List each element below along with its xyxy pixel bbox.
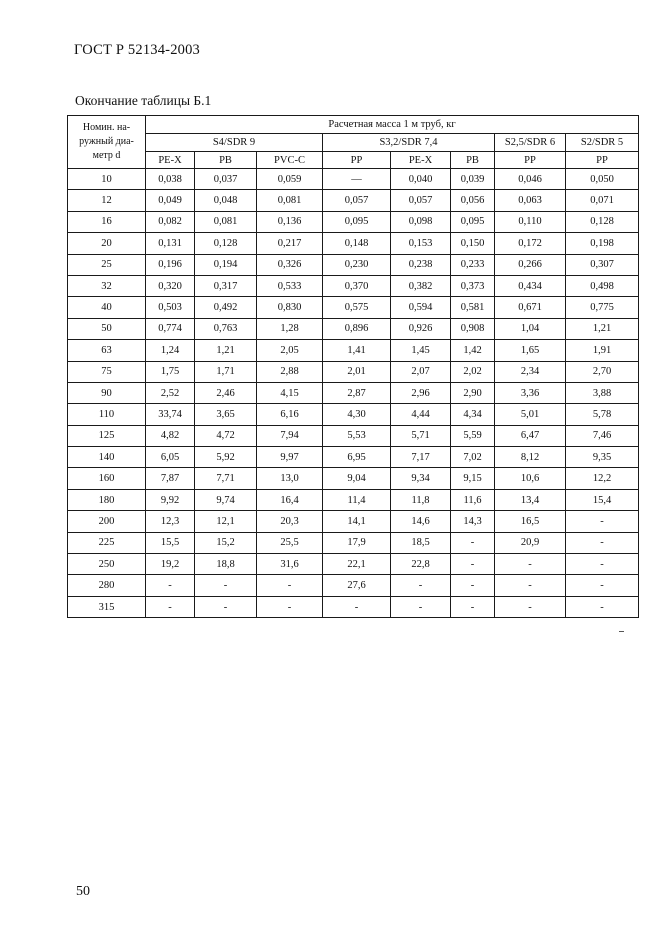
mass-cell: 0,233 — [451, 254, 495, 275]
mass-cell: 9,34 — [391, 468, 451, 489]
mass-cell: 2,90 — [451, 382, 495, 403]
mass-cell: 0,671 — [495, 297, 566, 318]
mass-cell: 2,34 — [495, 361, 566, 382]
mass-cell: 0,095 — [323, 211, 391, 232]
mass-cell: 7,71 — [195, 468, 257, 489]
mass-cell: 16,4 — [257, 489, 323, 510]
material-header: PP — [495, 152, 566, 169]
mass-cell: 7,87 — [146, 468, 195, 489]
mass-cell: 4,82 — [146, 425, 195, 446]
mass-cell: 14,1 — [323, 511, 391, 532]
mass-cell: 0,503 — [146, 297, 195, 318]
mass-cell: - — [391, 575, 451, 596]
mass-cell: 1,65 — [495, 340, 566, 361]
mass-cell: 0,196 — [146, 254, 195, 275]
mass-cell: 5,53 — [323, 425, 391, 446]
table-row — [68, 297, 639, 318]
mass-cell: 9,92 — [146, 489, 195, 510]
mass-cell: 0,373 — [451, 275, 495, 296]
mass-cell: 16,5 — [495, 511, 566, 532]
mass-cell: 0,382 — [391, 275, 451, 296]
diameter-cell: 315 — [68, 596, 146, 617]
mass-cell: 6,05 — [146, 447, 195, 468]
mass-cell: - — [495, 575, 566, 596]
mass-cell: 3,36 — [495, 382, 566, 403]
mass-cell: 27,6 — [323, 575, 391, 596]
mass-cell: - — [495, 554, 566, 575]
nominal-diameter-header: Номин. на-ружный диа-метр d — [68, 116, 146, 169]
material-header: PVC-C — [257, 152, 323, 169]
mass-cell: 0,307 — [566, 254, 639, 275]
mass-cell: 5,71 — [391, 425, 451, 446]
diameter-cell: 280 — [68, 575, 146, 596]
mass-cell: 0,081 — [257, 190, 323, 211]
mass-cell: 4,44 — [391, 404, 451, 425]
mass-cell: 0,198 — [566, 233, 639, 254]
mass-cell: 0,136 — [257, 211, 323, 232]
mass-cell: 4,34 — [451, 404, 495, 425]
mass-cell: 0,763 — [195, 318, 257, 339]
mass-cell: 9,04 — [323, 468, 391, 489]
mass-cell: 0,048 — [195, 190, 257, 211]
mass-cell: 0,172 — [495, 233, 566, 254]
material-header: PB — [195, 152, 257, 169]
mass-cell: 0,040 — [391, 169, 451, 190]
mass-cell: 33,74 — [146, 404, 195, 425]
mass-cell: 1,21 — [566, 318, 639, 339]
mass-cell: - — [257, 596, 323, 617]
mass-cell: 9,35 — [566, 447, 639, 468]
mass-cell: 2,07 — [391, 361, 451, 382]
mass-cell: 2,02 — [451, 361, 495, 382]
scan-mark — [619, 631, 624, 632]
mass-cell: 2,70 — [566, 361, 639, 382]
group-header-s2-5: S2,5/SDR 6 — [495, 134, 566, 152]
mass-cell: - — [451, 575, 495, 596]
mass-cell: 2,96 — [391, 382, 451, 403]
mass-cell: 11,6 — [451, 489, 495, 510]
mass-cell: 0,128 — [195, 233, 257, 254]
mass-cell: 1,28 — [257, 318, 323, 339]
mass-cell: 0,095 — [451, 211, 495, 232]
table-row — [68, 318, 639, 339]
group-header-s2: S2/SDR 5 — [566, 134, 639, 152]
mass-cell: 0,037 — [195, 169, 257, 190]
mass-cell: - — [146, 596, 195, 617]
mass-cell: 0,266 — [495, 254, 566, 275]
mass-cell: 15,5 — [146, 532, 195, 553]
page-number: 50 — [76, 884, 90, 899]
mass-cell: - — [195, 596, 257, 617]
table-row — [68, 447, 639, 468]
mass-cell: 25,5 — [257, 532, 323, 553]
diameter-cell: 125 — [68, 425, 146, 446]
mass-cell: 1,75 — [146, 361, 195, 382]
table-row — [68, 169, 639, 190]
mass-cell: - — [257, 575, 323, 596]
mass-cell: 7,94 — [257, 425, 323, 446]
mass-cell: 5,01 — [495, 404, 566, 425]
mass-cell: - — [566, 575, 639, 596]
table-row — [68, 404, 639, 425]
mass-cell: 0,046 — [495, 169, 566, 190]
mass-cell: 0,098 — [391, 211, 451, 232]
mass-cell: 4,15 — [257, 382, 323, 403]
group-header-s3-2: S3,2/SDR 7,4 — [323, 134, 495, 152]
mass-cell: 2,87 — [323, 382, 391, 403]
mass-cell: 0,057 — [323, 190, 391, 211]
mass-cell: 0,059 — [257, 169, 323, 190]
diameter-cell: 250 — [68, 554, 146, 575]
mass-cell: 31,6 — [257, 554, 323, 575]
table-row — [68, 532, 639, 553]
mass-cell: 14,3 — [451, 511, 495, 532]
mass-cell: 1,21 — [195, 340, 257, 361]
diameter-cell: 110 — [68, 404, 146, 425]
mass-cell: 6,16 — [257, 404, 323, 425]
mass-cell: 22,1 — [323, 554, 391, 575]
diameter-cell: 140 — [68, 447, 146, 468]
material-header: PP — [566, 152, 639, 169]
table-row — [68, 361, 639, 382]
table-row — [68, 489, 639, 510]
mass-cell: 0,194 — [195, 254, 257, 275]
mass-cell: 0,317 — [195, 275, 257, 296]
mass-cell: 0,081 — [195, 211, 257, 232]
mass-cell: 1,04 — [495, 318, 566, 339]
table-body — [68, 169, 639, 618]
material-header: PB — [451, 152, 495, 169]
mass-cell: 11,4 — [323, 489, 391, 510]
mass-cell: - — [451, 554, 495, 575]
mass-cell: 0,498 — [566, 275, 639, 296]
mass-cell: 0,038 — [146, 169, 195, 190]
table-row — [68, 425, 639, 446]
mass-cell: 7,02 — [451, 447, 495, 468]
table-row — [68, 254, 639, 275]
mass-cell: — — [323, 169, 391, 190]
mass-cell: 4,30 — [323, 404, 391, 425]
mass-cell: 1,71 — [195, 361, 257, 382]
mass-cell: 0,434 — [495, 275, 566, 296]
mass-cell: 0,594 — [391, 297, 451, 318]
mass-cell: 22,8 — [391, 554, 451, 575]
mass-cell: 12,3 — [146, 511, 195, 532]
mass-cell: 18,5 — [391, 532, 451, 553]
mass-cell: 0,238 — [391, 254, 451, 275]
mass-cell: 15,2 — [195, 532, 257, 553]
mass-cell: 20,9 — [495, 532, 566, 553]
mass-cell: - — [495, 596, 566, 617]
mass-cell: 6,95 — [323, 447, 391, 468]
mass-cell: 2,05 — [257, 340, 323, 361]
mass-cell: 9,15 — [451, 468, 495, 489]
mass-cell: 0,050 — [566, 169, 639, 190]
mass-cell: 4,72 — [195, 425, 257, 446]
mass-cell: 5,59 — [451, 425, 495, 446]
mass-cell: - — [566, 511, 639, 532]
mass-cell: 12,2 — [566, 468, 639, 489]
mass-cell: 0,326 — [257, 254, 323, 275]
table-row — [68, 596, 639, 617]
mass-cell: 1,41 — [323, 340, 391, 361]
mass-cell: 0,056 — [451, 190, 495, 211]
mass-cell: - — [451, 596, 495, 617]
group-header-s4: S4/SDR 9 — [146, 134, 323, 152]
mass-cell: 0,039 — [451, 169, 495, 190]
mass-cell: 0,533 — [257, 275, 323, 296]
diameter-cell: 180 — [68, 489, 146, 510]
mass-cell: 13,4 — [495, 489, 566, 510]
mass-cell: 7,46 — [566, 425, 639, 446]
table-row — [68, 275, 639, 296]
mass-cell: 0,775 — [566, 297, 639, 318]
diameter-cell: 63 — [68, 340, 146, 361]
diameter-cell: 20 — [68, 233, 146, 254]
mass-cell: 0,153 — [391, 233, 451, 254]
mass-cell: 8,12 — [495, 447, 566, 468]
material-header: PE-X — [146, 152, 195, 169]
table-row — [68, 233, 639, 254]
mass-cell: 0,896 — [323, 318, 391, 339]
mass-cell: - — [391, 596, 451, 617]
diameter-cell: 10 — [68, 169, 146, 190]
mass-cell: 0,110 — [495, 211, 566, 232]
mass-cell: 0,492 — [195, 297, 257, 318]
mass-cell: 0,908 — [451, 318, 495, 339]
mass-cell: 1,42 — [451, 340, 495, 361]
mass-cell: 2,52 — [146, 382, 195, 403]
mass-cell: 1,45 — [391, 340, 451, 361]
mass-cell: 2,88 — [257, 361, 323, 382]
mass-cell: 0,148 — [323, 233, 391, 254]
mass-cell: 2,01 — [323, 361, 391, 382]
mass-cell: 9,97 — [257, 447, 323, 468]
document-code: ГОСТ Р 52134-2003 — [74, 42, 200, 58]
mass-cell: 0,575 — [323, 297, 391, 318]
mass-cell: 9,74 — [195, 489, 257, 510]
mass-cell: 0,370 — [323, 275, 391, 296]
diameter-cell: 50 — [68, 318, 146, 339]
mass-cell: 19,2 — [146, 554, 195, 575]
diameter-cell: 40 — [68, 297, 146, 318]
mass-cell: 14,6 — [391, 511, 451, 532]
mass-cell: 0,926 — [391, 318, 451, 339]
material-header: PP — [323, 152, 391, 169]
diameter-cell: 75 — [68, 361, 146, 382]
mass-cell: 0,230 — [323, 254, 391, 275]
mass-cell: 18,8 — [195, 554, 257, 575]
diameter-cell: 12 — [68, 190, 146, 211]
diameter-cell: 90 — [68, 382, 146, 403]
mass-cell: 0,082 — [146, 211, 195, 232]
diameter-cell: 160 — [68, 468, 146, 489]
mass-cell: 0,320 — [146, 275, 195, 296]
mass-cell: 0,774 — [146, 318, 195, 339]
diameter-cell: 200 — [68, 511, 146, 532]
mass-cell: - — [195, 575, 257, 596]
mass-cell: 3,88 — [566, 382, 639, 403]
mass-cell: 5,78 — [566, 404, 639, 425]
table-row — [68, 211, 639, 232]
mass-cell: - — [566, 532, 639, 553]
mass-cell: - — [146, 575, 195, 596]
diameter-cell: 16 — [68, 211, 146, 232]
mass-cell: 7,17 — [391, 447, 451, 468]
mass-cell: 0,128 — [566, 211, 639, 232]
table-caption: Окончание таблицы Б.1 — [75, 93, 212, 108]
mass-cell: 0,217 — [257, 233, 323, 254]
mass-cell: 5,92 — [195, 447, 257, 468]
diameter-cell: 32 — [68, 275, 146, 296]
table-row — [68, 340, 639, 361]
mass-cell: 10,6 — [495, 468, 566, 489]
diameter-cell: 225 — [68, 532, 146, 553]
mass-cell: 0,063 — [495, 190, 566, 211]
mass-cell: 17,9 — [323, 532, 391, 553]
mass-cell: 1,91 — [566, 340, 639, 361]
mass-cell: 0,581 — [451, 297, 495, 318]
mass-cell: 2,46 — [195, 382, 257, 403]
mass-cell: 0,071 — [566, 190, 639, 211]
mass-cell: - — [566, 596, 639, 617]
mass-cell: - — [323, 596, 391, 617]
mass-cell: 0,830 — [257, 297, 323, 318]
pipe-mass-table — [67, 115, 639, 618]
mass-cell: 1,24 — [146, 340, 195, 361]
diameter-cell: 25 — [68, 254, 146, 275]
mass-cell: 12,1 — [195, 511, 257, 532]
mass-cell: - — [451, 532, 495, 553]
mass-cell: 0,049 — [146, 190, 195, 211]
mass-cell: 20,3 — [257, 511, 323, 532]
table-row — [68, 575, 639, 596]
table-row — [68, 554, 639, 575]
mass-cell: 11,8 — [391, 489, 451, 510]
mass-cell: 13,0 — [257, 468, 323, 489]
material-header: PE-X — [391, 152, 451, 169]
table-row — [68, 468, 639, 489]
mass-cell: 0,131 — [146, 233, 195, 254]
mass-cell: 15,4 — [566, 489, 639, 510]
mass-header: Расчетная масса 1 м труб, кг — [146, 116, 639, 134]
mass-cell: 0,150 — [451, 233, 495, 254]
table-row — [68, 382, 639, 403]
mass-cell: 3,65 — [195, 404, 257, 425]
table-row — [68, 511, 639, 532]
mass-cell: - — [566, 554, 639, 575]
table-row — [68, 190, 639, 211]
mass-cell: 0,057 — [391, 190, 451, 211]
mass-cell: 6,47 — [495, 425, 566, 446]
